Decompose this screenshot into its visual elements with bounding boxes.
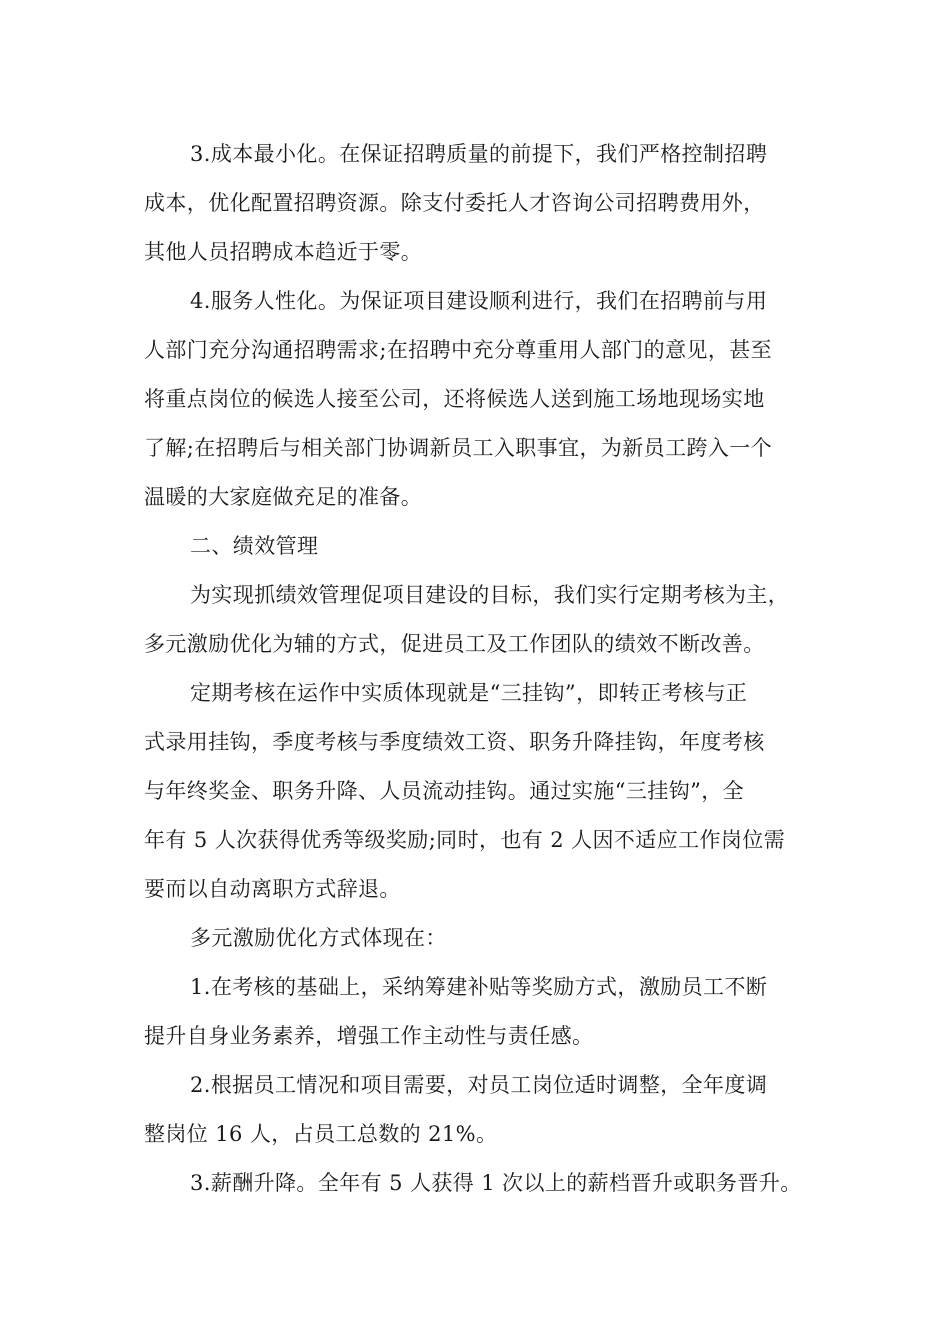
text-line: 了解;在招聘后与相关部门协调新员工入职事宜，为新员工跨入一个 — [144, 436, 773, 460]
paragraph-incentive-item-1 — [144, 963, 824, 1061]
text-line: 二、绩效管理 — [190, 534, 319, 558]
text-line: 2.根据员工情况和项目需要，对员工岗位适时调整，全年度调 — [190, 1073, 768, 1097]
text-line: 多元激励优化为辅的方式，促进员工及工作团队的绩效不断改善。 — [144, 632, 765, 656]
paragraph-performance-goal — [144, 571, 824, 669]
text-line: 其他人员招聘成本趋近于零。 — [144, 240, 423, 264]
text-line: 4.服务人性化。为保证项目建设顺利进行，我们在招聘前与用 — [190, 289, 768, 313]
document-page — [144, 130, 824, 1208]
text-line: 1.在考核的基础上，采纳筹建补贴等奖励方式，激励员工不断 — [190, 975, 768, 999]
text-line: 式录用挂钩，季度考核与季度绩效工资、职务升降挂钩，年度考核 — [144, 730, 765, 754]
text-line: 人部门充分沟通招聘需求;在招聘中充分尊重用人部门的意见，甚至 — [144, 338, 773, 362]
text-line: 温暖的大家庭做充足的准备。 — [144, 485, 423, 509]
text-line: 与年终奖金、职务升降、人员流动挂钩。通过实施“三挂钩”，全 — [144, 779, 745, 803]
paragraph-cost-minimization — [144, 130, 824, 277]
text-line: 3.薪酬升降。全年有 5 人获得 1 次以上的薪档晋升或职务晋升。 — [190, 1171, 802, 1195]
text-line: 定期考核在运作中实质体现就是“三挂钩”，即转正考核与正 — [190, 681, 748, 705]
paragraph-incentive-intro — [144, 914, 824, 963]
text-line: 多元激励优化方式体现在： — [190, 926, 447, 950]
text-line: 成本，优化配置招聘资源。除支付委托人才咨询公司招聘费用外， — [144, 191, 765, 215]
text-line: 提升自身业务素养，增强工作主动性与责任感。 — [144, 1024, 594, 1048]
paragraph-incentive-item-2 — [144, 1061, 824, 1159]
text-line: 为实现抓绩效管理促项目建设的目标，我们实行定期考核为主， — [190, 583, 790, 607]
text-line: 要而以自动离职方式辞退。 — [144, 877, 401, 901]
paragraph-incentive-item-3 — [144, 1159, 824, 1208]
paragraph-three-links — [144, 669, 824, 914]
text-line: 将重点岗位的候选人接至公司，还将候选人送到施工场地现场实地 — [144, 387, 765, 411]
text-line: 年有 5 人次获得优秀等级奖励;同时，也有 2 人因不适应工作岗位需 — [144, 828, 786, 852]
text-line: 3.成本最小化。在保证招聘质量的前提下，我们严格控制招聘 — [190, 142, 768, 166]
paragraph-service-humanization — [144, 277, 824, 522]
text-line: 整岗位 16 人，占员工总数的 21%。 — [144, 1122, 498, 1146]
section-heading-performance-management — [144, 522, 824, 571]
